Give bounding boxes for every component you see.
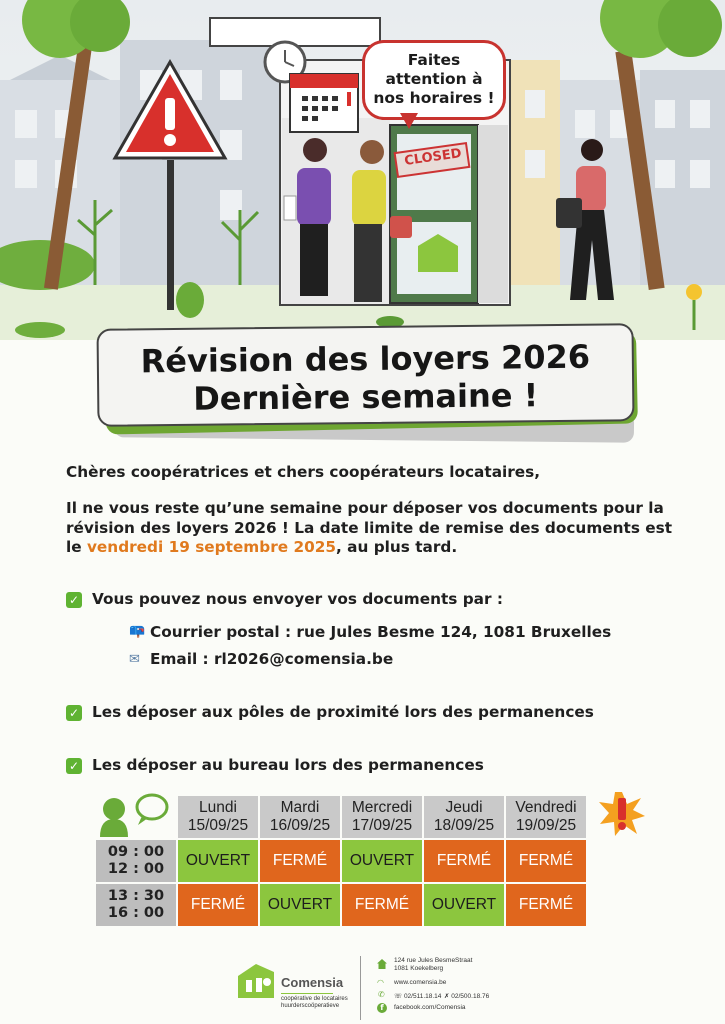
brand-divider [281, 993, 333, 994]
intro-prefix: le [66, 538, 87, 556]
day-header: Lundi 15/09/25 [178, 796, 258, 838]
alert-burst-icon [597, 790, 647, 838]
comensia-logo-icon [234, 958, 278, 1002]
bubble-line-1: Faites [407, 51, 461, 69]
option-send: Vous pouvez nous envoyer vos documents par : [92, 590, 503, 608]
option-email[interactable]: Email : rl2026@comensia.be [150, 650, 394, 668]
time-slot: 13 : 30 16 : 00 [96, 884, 176, 926]
status-cell: FERMÉ [424, 840, 504, 882]
hero-illustration [0, 0, 725, 340]
title-banner [97, 323, 635, 427]
intro-paragraph [66, 499, 676, 558]
table-header-row [96, 796, 586, 838]
mailbox-icon: 📪 [129, 624, 146, 639]
status-cell: FERMÉ [506, 840, 586, 882]
home-icon [377, 959, 387, 969]
footer [0, 950, 725, 1024]
envelope-icon: ✉ [129, 652, 140, 667]
time-slot: 09 : 00 12 : 00 [96, 840, 176, 882]
bubble-tail [400, 113, 418, 129]
option-mail: Courrier postal : rue Jules Besme 124, 1081 Bruxelles [150, 623, 612, 641]
table-row [96, 840, 586, 882]
footer-divider [360, 956, 361, 1020]
check-icon: ✓ [66, 592, 82, 608]
bubble-line-3: nos horaires ! [373, 89, 495, 107]
brand-tagline-2: huurderscoöperatieve [281, 1003, 340, 1009]
status-cell: FERMÉ [260, 840, 340, 882]
intro-suffix: , au plus tard. [336, 538, 458, 556]
intro-line-1: Il ne vous reste qu’une semaine pour déposer vos documents pour la [66, 499, 664, 517]
speech-bubble [362, 40, 506, 120]
option-office: Les déposer au bureau lors des permanences [92, 756, 484, 774]
brand-tagline-1: coopérative de locataires [281, 996, 348, 1002]
day-header: Jeudi 18/09/25 [424, 796, 504, 838]
day-header: Mercredi 17/09/25 [342, 796, 422, 838]
brand-name: Comensia [281, 975, 344, 990]
title-line-1: Révision des loyers 2026 [140, 337, 591, 381]
option-poles: Les déposer aux pôles de proximité lors des permanences [92, 703, 594, 721]
website-link[interactable]: www.comensia.be [394, 979, 447, 986]
title-line-2: Dernière semaine ! [193, 376, 539, 418]
status-cell: OUVERT [342, 840, 422, 882]
day-header: Vendredi 19/09/25 [506, 796, 586, 838]
table-row [96, 884, 586, 926]
day-header: Mardi 16/09/25 [260, 796, 340, 838]
fax-number: ✗ 02/500.18.76 [444, 993, 490, 1000]
intro-line-3 [66, 538, 676, 558]
facebook-link[interactable]: facebook.com/Comensia [394, 1004, 466, 1011]
status-cell: FERMÉ [506, 884, 586, 926]
bubble-line-2: attention à [385, 70, 483, 88]
wifi-icon: ◠ [377, 978, 384, 987]
greeting: Chères coopératrices et chers coopérateurs locataires, [66, 463, 541, 481]
check-icon: ✓ [66, 705, 82, 721]
status-cell: FERMÉ [178, 884, 258, 926]
check-icon: ✓ [66, 758, 82, 774]
intro-line-2: révision des loyers 2026 ! La date limite de remise des documents est [66, 518, 673, 537]
address-line-1: 124 rue Jules BesmeStraat [394, 957, 473, 964]
deadline-date: vendredi 19 septembre 2025 [86, 538, 337, 556]
address-line-2: 1081 Koekelberg [394, 965, 444, 972]
status-cell: FERMÉ [342, 884, 422, 926]
status-cell: OUVERT [424, 884, 504, 926]
phone-number: ☏ 02/511.18.14 [394, 993, 442, 1000]
facebook-icon: f [377, 1003, 387, 1013]
status-cell: OUVERT [260, 884, 340, 926]
closed-sign: CLOSED [403, 146, 463, 169]
status-cell: OUVERT [178, 840, 258, 882]
phone-icon: ✆ [378, 990, 385, 999]
schedule-table [94, 794, 588, 928]
